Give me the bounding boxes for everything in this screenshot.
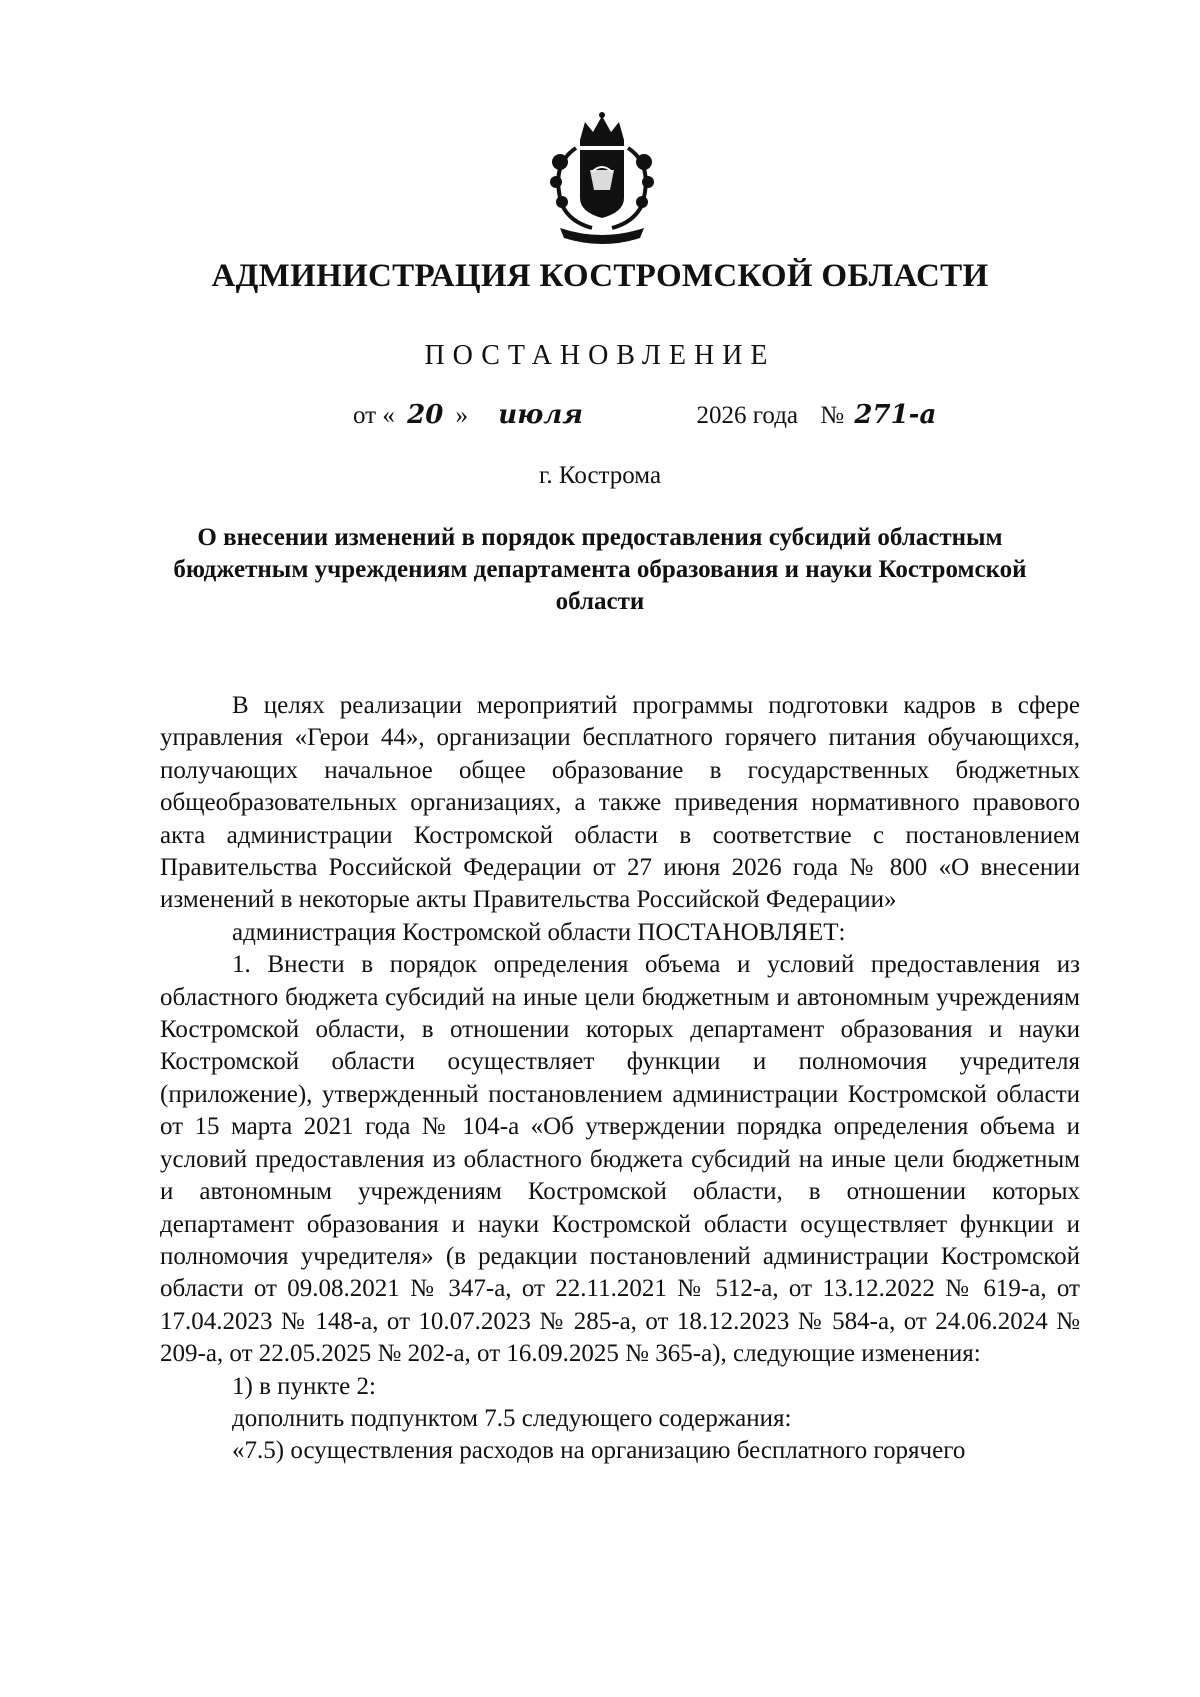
date-year: 2026 года: [696, 402, 799, 429]
organization-name: АДМИНИСТРАЦИЯ КОСТРОМСКОЙ ОБЛАСТИ: [211, 258, 989, 294]
document-body: [160, 690, 1080, 1468]
city: г. Кострома: [538, 462, 662, 489]
paragraph-subpoint-7-5: «7.5) осуществления расходов на организацию бесплатного горячего: [232, 1437, 966, 1465]
date-day-handwritten: 20: [407, 400, 444, 430]
coat-of-arms-icon: [540, 110, 665, 250]
date-quote-close: »: [455, 402, 469, 429]
paragraph-resolves: администрация Костромской области ПОСТАНОВЛЯЕТ:: [232, 918, 846, 946]
paragraph-item-1: 1. Внести в порядок определения объема и условий предоставления из областного бюджета субсидий на иные цели бюджетным и автономным учреждениям Костромской области, в отношении которых департамент образования и науки Костромской области осуществляет функции и полномочия учредителя (приложение), утвержденный постановлением администрации Костромской области от 15 марта 2021 года № 104-а «Об утверждении порядка определения объема и условий предоставления из областного бюджета субсидий на иные цели бюджетным и автономным учреждениям Костромской области, в отношении которых департамент образования и науки Костромской области осуществляет функции и полномочия учредителя» (в редакции постановлений администрации Костромской области от 09.08.2021 № 347-а, от 22.11.2021 № 512-а, от 13.12.2022 № 619-а, от 17.04.2023 № 148-а, от 10.07.2023 № 285-а, от 18.12.2023 № 584-а, от 24.06.2024 № 209-а, от 22.05.2025 № 202-а, от 16.09.2025 № 365-а), следующие изменения:: [160, 951, 1080, 1368]
document-type: ПОСТАНОВЛЕНИЕ: [424, 340, 776, 371]
document-title: О внесении изменений в порядок предоставления субсидий областным бюджетным учреждениям департамента образования и науки Костромской области: [173, 524, 1027, 615]
date-line: [353, 400, 936, 430]
number-value-handwritten: 271-а: [854, 400, 937, 430]
number-label: №: [820, 402, 845, 429]
paragraph-preamble: В целях реализации мероприятий программы подготовки кадров в сфере управления «Герои 44», организации бесплатного горячего питания обучающихся, получающих начальное общее образование в государственных бюджетных общеобразовательных организациях, а также приведения нормативного правового акта администрации Костромской области в соответствие с постановлением Правительства Российской Федерации от 27 июня 2026 года № 800 «О внесении изменений в некоторые акты Правительства Российской Федерации»: [160, 692, 1080, 914]
date-month-handwritten: июля: [498, 400, 583, 430]
paragraph-subitem-1: 1) в пункте 2:: [232, 1372, 376, 1400]
paragraph-add-subpoint: дополнить подпунктом 7.5 следующего содержания:: [232, 1404, 792, 1432]
date-prefix: от «: [353, 402, 395, 429]
